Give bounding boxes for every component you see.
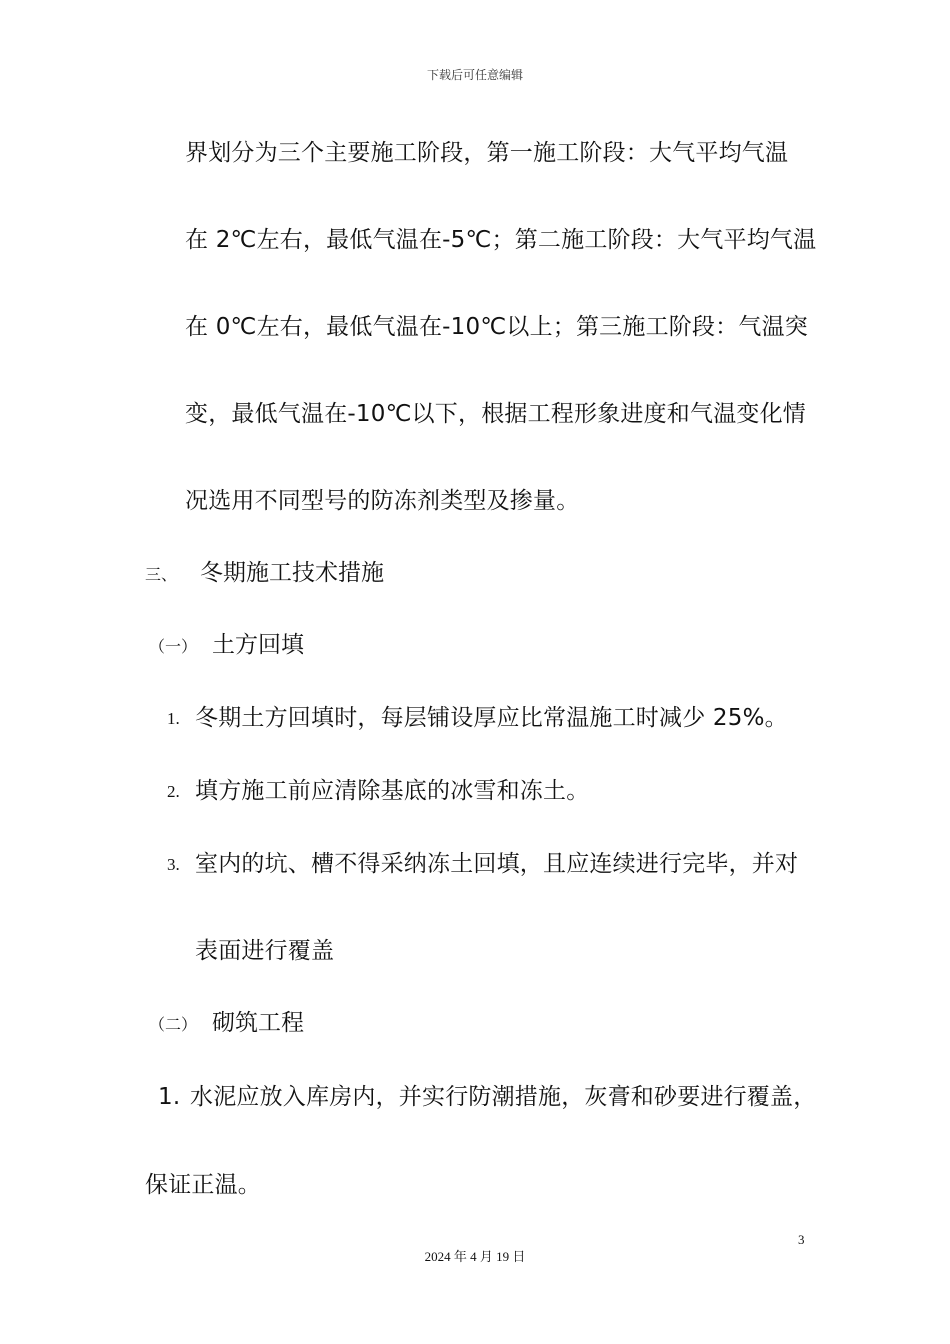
subsection-title: 土方回填: [212, 632, 304, 658]
subsection-number: （一）: [149, 637, 198, 656]
paragraph-line: 在 0℃左右，最低气温在-10℃以上；第三施工阶段：气温突: [185, 314, 808, 340]
header-note: 下载后可任意编辑: [426, 68, 523, 82]
paragraph-line: 界划分为三个主要施工阶段，第一施工阶段：大气平均气温: [185, 140, 789, 166]
page-number: 3: [798, 1232, 805, 1247]
list-item-text: 水泥应放入库房内，并实行防潮措施，灰膏和砂要进行覆盖，: [190, 1084, 817, 1110]
list-item-text: 室内的坑、槽不得采纳冻土回填，且应连续进行完毕，并对: [195, 851, 799, 877]
list-item-number: 2.: [167, 782, 180, 801]
section-title: 冬期施工技术措施: [200, 560, 384, 586]
paragraph-line: 变，最低气温在-10℃以下，根据工程形象进度和气温变化情: [185, 401, 806, 427]
list-item-text: 冬期土方回填时，每层铺设厚应比常温施工时减少 25%。: [195, 705, 788, 731]
list-item-number: 1.: [167, 709, 180, 728]
paragraph-line: 况选用不同型号的防冻剂类型及掺量。: [185, 488, 580, 514]
subsection-title: 砌筑工程: [212, 1010, 304, 1036]
paragraph-line: 在 2℃左右，最低气温在-5℃；第二施工阶段：大气平均气温: [185, 227, 817, 253]
list-item-number: 1.: [158, 1084, 181, 1110]
list-item-number: 3.: [167, 855, 180, 874]
section-number: 三、: [145, 565, 178, 584]
footer-date: 2024 年 4 月 19 日: [424, 1249, 526, 1264]
list-item-text: 填方施工前应清除基底的冰雪和冻土。: [195, 778, 590, 804]
list-item-text: 表面进行覆盖: [195, 938, 335, 964]
subsection-number: （二）: [149, 1015, 198, 1034]
list-item-text: 保证正温。: [145, 1172, 261, 1198]
